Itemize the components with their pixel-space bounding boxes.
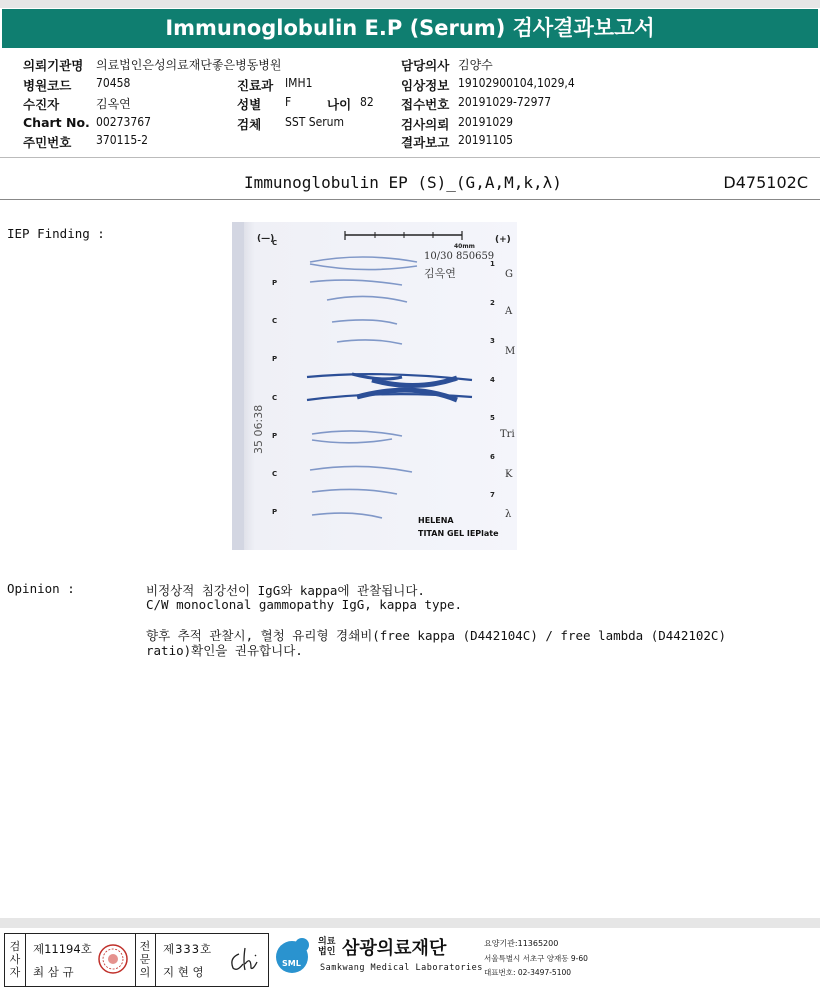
gel-left-label: P	[272, 508, 278, 516]
hospital-label: 의뢰기관명	[23, 58, 84, 73]
test-name: Immunoglobulin EP (S)_(G,A,M,k,λ)	[244, 173, 562, 192]
signature-box	[4, 933, 269, 987]
specimen-label: 검체	[237, 117, 262, 132]
checker-name: 최 삼 규	[33, 965, 74, 979]
gel-brand-sub: TITAN GEL IEPlate	[418, 529, 499, 538]
opinion-label: Opinion :	[7, 581, 75, 596]
receipt-label: 접수번호	[401, 97, 450, 112]
age-label: 나이	[327, 97, 352, 112]
report-title: Immunoglobulin E.P (Serum) 검사결과보고서	[2, 9, 818, 48]
org-agency: 요양기관:11365200	[484, 939, 559, 948]
org-name: 삼광의료재단	[342, 938, 447, 959]
gel-left-label: C	[272, 317, 278, 325]
opinion-line4: ratio)확인을 권유합니다.	[146, 643, 303, 658]
dept-value: IMH1	[285, 76, 313, 90]
specialist-name: 지 현 영	[163, 965, 204, 979]
lane-number: 6	[490, 453, 495, 461]
sex-label: 성별	[237, 97, 262, 112]
checker-label: 검 사 자	[9, 940, 21, 979]
checker-label-cell	[5, 934, 26, 986]
org-legal: 의료 법인	[318, 937, 336, 957]
lane-number: 7	[490, 491, 495, 499]
gel-side-number: 35 06:38	[252, 404, 265, 454]
opinion-line3: 향후 추적 관찰시, 혈청 유리형 경쇄비(free kappa (D442104C) / free lambda (D442102C)	[146, 628, 726, 643]
patient-info	[0, 0, 820, 160]
gel-left-label: P	[272, 279, 278, 287]
minus-label: (—)	[257, 234, 275, 244]
specialist-cell	[155, 934, 268, 986]
divider-test	[0, 199, 820, 200]
specimen-value: SST Serum	[285, 115, 345, 129]
lane-label: λ	[505, 509, 512, 520]
gel-left-label: P	[272, 432, 278, 440]
specialist-number: 제333호	[163, 942, 213, 956]
gel-brand: HELENA	[418, 516, 454, 525]
org-phone: 대표번호: 02-3497-5100	[484, 968, 572, 977]
plus-label: (+)	[495, 235, 511, 245]
lane-label: Tri	[500, 429, 515, 440]
lane-number: 5	[490, 414, 495, 422]
specialist-label-cell	[135, 934, 156, 986]
report-label: 결과보고	[401, 135, 450, 150]
footer-strip	[0, 918, 820, 928]
gel-date: 10/30 850659	[424, 251, 495, 262]
iep-gel-image	[232, 222, 517, 550]
clinical-label: 임상정보	[401, 78, 450, 93]
scale-label: 40mm	[454, 243, 475, 250]
gel-left-label: C	[272, 470, 278, 478]
gel-left-label: P	[272, 355, 278, 363]
lane-label: K	[505, 469, 513, 480]
id-label: 주민번호	[23, 135, 72, 150]
lane-number: 4	[490, 376, 495, 384]
id-value: 370115-2	[96, 133, 148, 147]
gel-left-label: C	[272, 239, 278, 247]
checker-number: 제11194호	[33, 942, 92, 956]
code-label: 병원코드	[23, 78, 72, 93]
opinion-line2: C/W monoclonal gammopathy IgG, kappa type.	[146, 597, 463, 612]
code-value: 70458	[96, 76, 131, 90]
patient-label: 수진자	[23, 97, 60, 112]
chart-value: 00273767	[96, 115, 151, 129]
lane-number: 1	[490, 260, 495, 268]
age-value: 82	[360, 95, 374, 109]
request-label: 검사의뢰	[401, 117, 450, 132]
chart-label: Chart No.	[23, 115, 90, 130]
receipt-value: 20191029-72977	[458, 95, 552, 109]
specialist-signature-icon	[225, 944, 263, 974]
dept-label: 진료과	[237, 78, 274, 93]
doctor-value: 김양수	[458, 58, 493, 72]
checker-cell	[25, 934, 136, 986]
test-code: D475102C	[723, 173, 808, 192]
svg-text:SML: SML	[282, 959, 301, 968]
opinion-line1: 비정상적 침강선이 IgG와 kappa에 관찰됩니다.	[146, 583, 425, 598]
sex-value: F	[285, 95, 292, 109]
report-value: 20191105	[458, 133, 513, 147]
clinical-value: 19102900104,1029,4	[458, 76, 575, 90]
iep-label: IEP Finding :	[7, 226, 105, 241]
lane-number: 3	[490, 337, 495, 345]
lane-label: A	[505, 306, 513, 317]
gel-handwritten-name: 김옥연	[424, 267, 456, 280]
gel-left-label: C	[272, 394, 278, 402]
divider-top	[0, 157, 820, 158]
org-address: 서울특별시 서초구 양재동 9-60	[484, 954, 588, 963]
lane-label: G	[505, 269, 513, 280]
doctor-label: 담당의사	[401, 58, 450, 73]
org-english: Samkwang Medical Laboratories	[320, 963, 483, 973]
specialist-label: 전 문 의	[139, 940, 151, 979]
patient-value: 김옥연	[96, 97, 131, 111]
sml-logo-icon	[272, 933, 316, 979]
hospital-value: 의료법인은성의료재단좋은병동병원	[96, 58, 282, 72]
request-value: 20191029	[458, 115, 513, 129]
lane-number: 2	[490, 299, 495, 307]
checker-seal-icon	[97, 943, 129, 975]
lane-label: M	[505, 346, 516, 357]
